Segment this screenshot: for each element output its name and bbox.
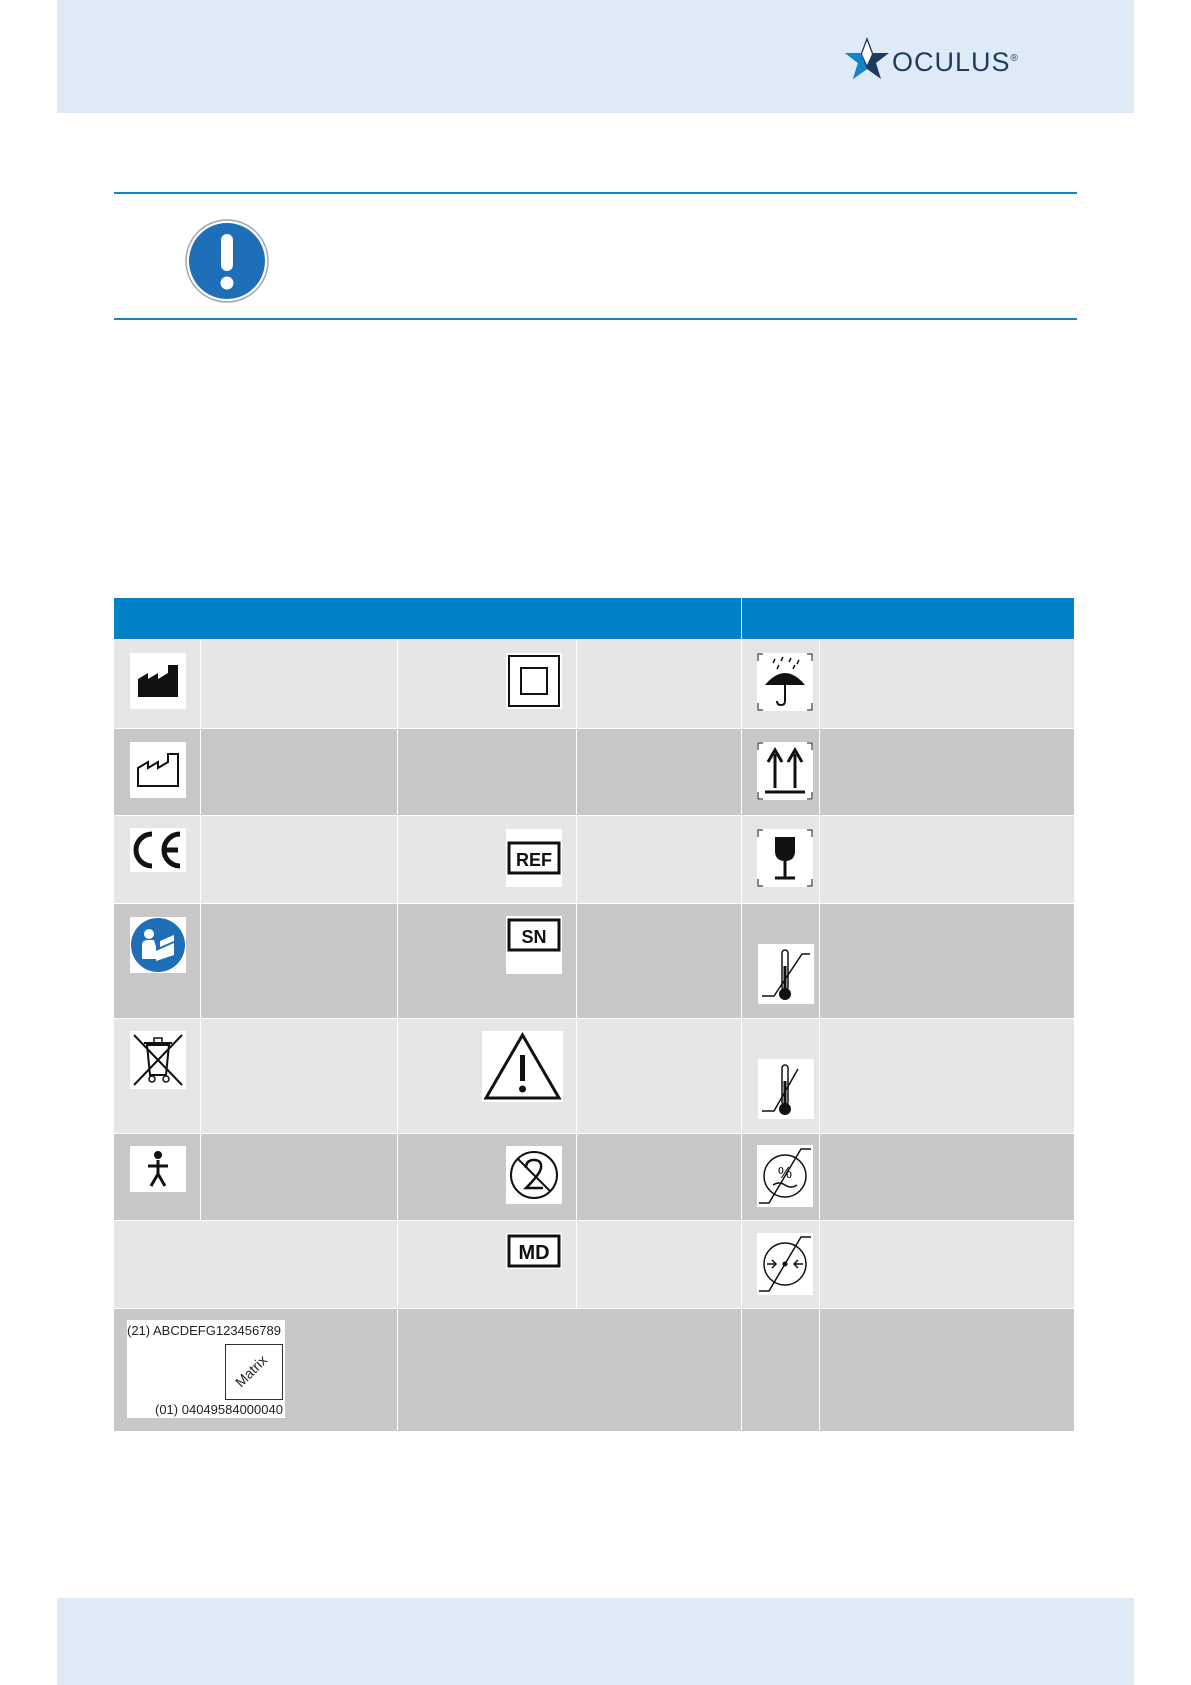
ref-catalogue-number-icon	[506, 829, 562, 887]
matrix-label: Matrix	[231, 1351, 271, 1391]
column-divider	[819, 640, 820, 1431]
warning-triangle-icon	[482, 1031, 563, 1102]
weee-crossed-bin-icon	[130, 1031, 186, 1089]
row-divider	[114, 1308, 1074, 1309]
udi-gtin-line: (01) 04049584000040	[155, 1402, 283, 1417]
sn-serial-number-icon	[506, 916, 562, 974]
svg-text:%: %	[777, 1165, 793, 1182]
date-of-manufacture-icon	[130, 742, 186, 798]
table-row	[114, 728, 1074, 815]
svg-text:MD: MD	[518, 1242, 550, 1264]
row-divider	[114, 1220, 1074, 1221]
oculus-logo	[843, 35, 1078, 81]
table-header-left	[114, 598, 741, 639]
md-medical-device-icon	[506, 1233, 562, 1269]
this-way-up-icon	[757, 742, 813, 800]
udi-serial-line: (21) ABCDEFG123456789	[127, 1323, 281, 1338]
fragile-icon	[757, 829, 813, 887]
table-header-right	[742, 598, 1074, 639]
keep-dry-icon	[757, 653, 813, 711]
table-row	[114, 815, 1074, 903]
manufacturer-icon	[130, 653, 186, 709]
atmospheric-pressure-limit-icon	[757, 1233, 813, 1295]
page-footer	[57, 1598, 1134, 1685]
column-divider	[397, 640, 398, 1431]
protection-class-ii-icon	[506, 653, 562, 709]
svg-text:SN: SN	[521, 927, 547, 947]
udi-label	[127, 1320, 285, 1418]
humidity-limit-icon	[757, 1145, 813, 1207]
ce-mark-icon	[130, 828, 186, 872]
brand-name: OCULUS®	[892, 47, 1019, 77]
column-divider	[576, 640, 577, 1308]
temperature-limit-icon	[758, 1059, 814, 1119]
type-b-applied-part-icon	[130, 1146, 186, 1192]
row-divider	[114, 815, 1074, 816]
row-divider	[114, 1133, 1074, 1134]
table-row	[114, 1220, 1074, 1308]
oculus-star-icon	[843, 35, 891, 81]
table-row	[114, 640, 1074, 728]
row-divider	[114, 1018, 1074, 1019]
data-matrix-code	[225, 1344, 283, 1400]
table-row	[114, 903, 1074, 1018]
row-divider	[114, 728, 1074, 729]
table-row	[114, 1133, 1074, 1220]
do-not-reuse-icon	[506, 1146, 562, 1204]
temperature-limit-icon	[758, 944, 814, 1004]
notice-top-rule	[114, 192, 1077, 194]
notice-bottom-rule	[114, 318, 1077, 320]
column-divider	[741, 598, 742, 1431]
read-instructions-icon	[130, 917, 186, 973]
table-row	[114, 1018, 1074, 1133]
column-divider	[200, 640, 201, 1220]
exclamation-mandatory-icon	[185, 219, 269, 303]
row-divider	[114, 903, 1074, 904]
svg-text:REF: REF	[516, 850, 552, 870]
